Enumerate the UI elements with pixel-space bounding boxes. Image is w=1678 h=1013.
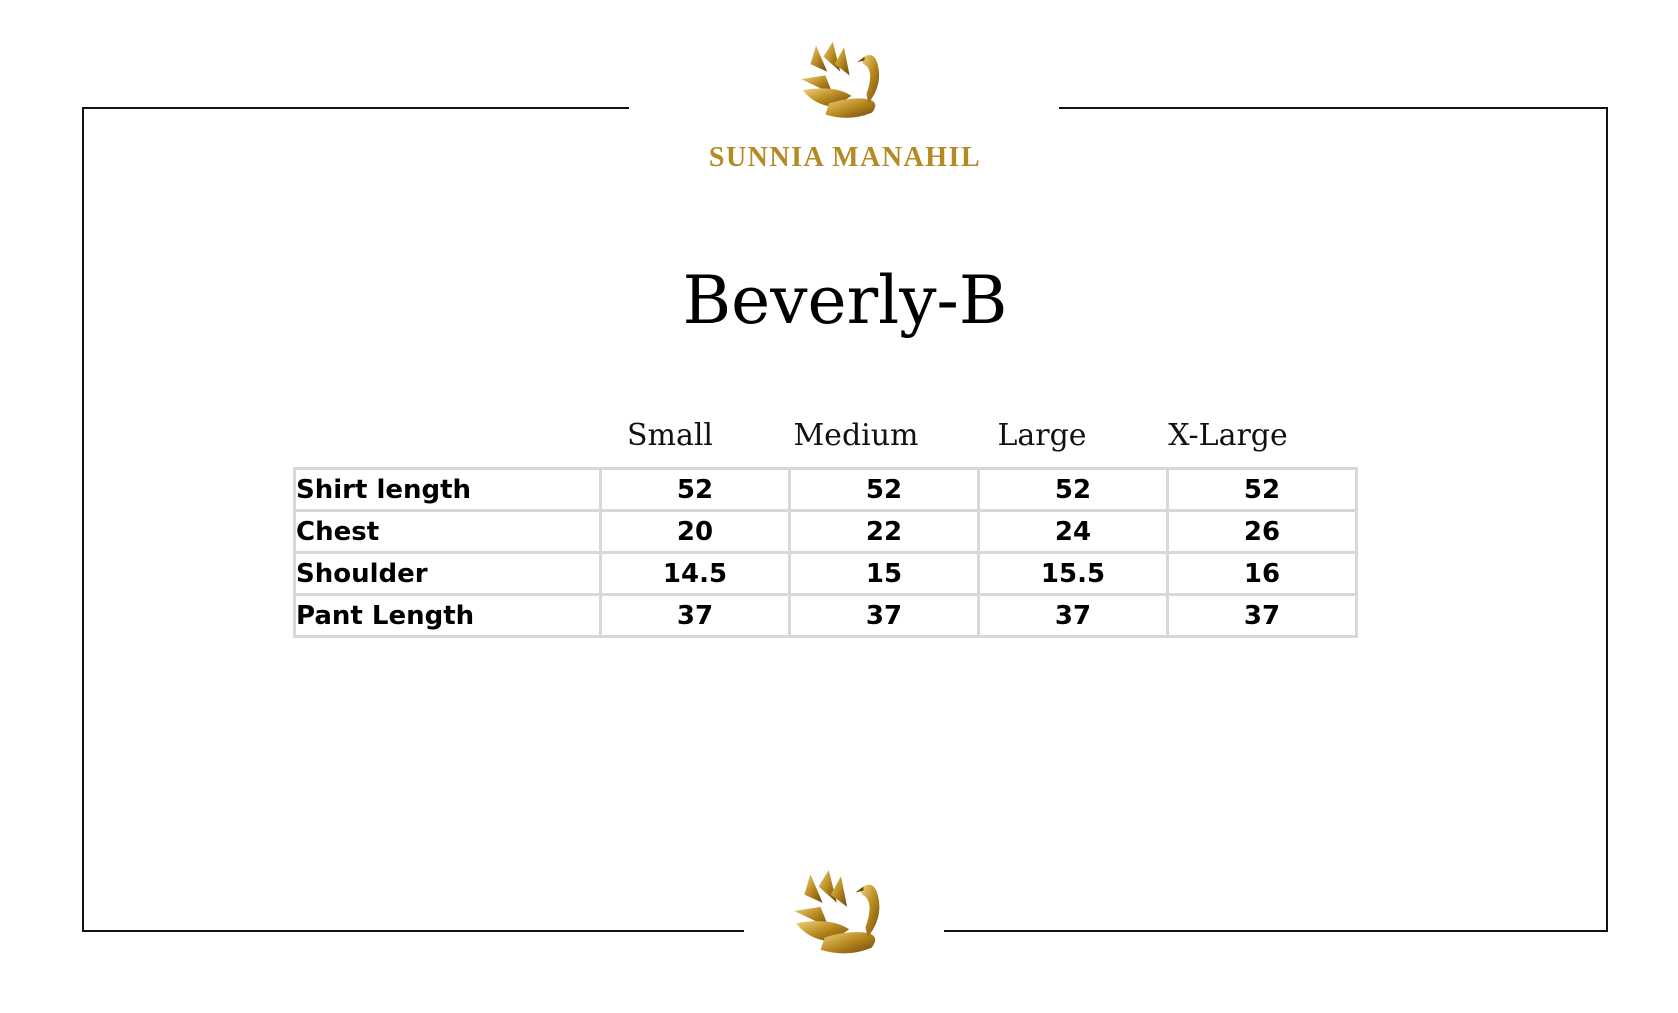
table-cell: 52 bbox=[1168, 469, 1357, 511]
table-cell: 52 bbox=[601, 469, 790, 511]
column-header-large: Large bbox=[997, 418, 1087, 453]
table-cell: 24 bbox=[979, 511, 1168, 553]
table-row bbox=[295, 511, 1357, 553]
frame-bottom-right-line bbox=[944, 930, 1608, 932]
column-header-x-large: X-Large bbox=[1168, 418, 1288, 453]
size-chart-table bbox=[293, 467, 1358, 638]
frame-bottom-left-line bbox=[82, 930, 744, 932]
table-row bbox=[295, 553, 1357, 595]
column-header-small: Small bbox=[626, 418, 714, 453]
table-row bbox=[295, 595, 1357, 637]
table-row bbox=[295, 469, 1357, 511]
frame-left-line bbox=[82, 107, 84, 932]
table-cell: 14.5 bbox=[601, 553, 790, 595]
golden-swan-icon bbox=[796, 38, 892, 122]
golden-swan-icon bbox=[790, 864, 892, 960]
table-cell: 16 bbox=[1168, 553, 1357, 595]
row-label: Shirt length bbox=[295, 469, 601, 511]
table-cell: 37 bbox=[790, 595, 979, 637]
row-label: Pant Length bbox=[295, 595, 601, 637]
table-cell: 22 bbox=[790, 511, 979, 553]
column-header-medium: Medium bbox=[793, 418, 919, 453]
table-cell: 37 bbox=[979, 595, 1168, 637]
table-cell: 52 bbox=[979, 469, 1168, 511]
table-cell: 52 bbox=[790, 469, 979, 511]
table-cell: 15 bbox=[790, 553, 979, 595]
frame-top-right-line bbox=[1059, 107, 1608, 109]
table-cell: 26 bbox=[1168, 511, 1357, 553]
frame-top-left-line bbox=[82, 107, 629, 109]
frame-right-line bbox=[1606, 107, 1608, 932]
row-label: Chest bbox=[295, 511, 601, 553]
row-label: Shoulder bbox=[295, 553, 601, 595]
table-cell: 20 bbox=[601, 511, 790, 553]
table-cell: 15.5 bbox=[979, 553, 1168, 595]
table-cell: 37 bbox=[1168, 595, 1357, 637]
product-title: Beverly-B bbox=[682, 262, 1008, 339]
brand-name: SUNNIA MANAHIL bbox=[708, 142, 982, 173]
table-cell: 37 bbox=[601, 595, 790, 637]
